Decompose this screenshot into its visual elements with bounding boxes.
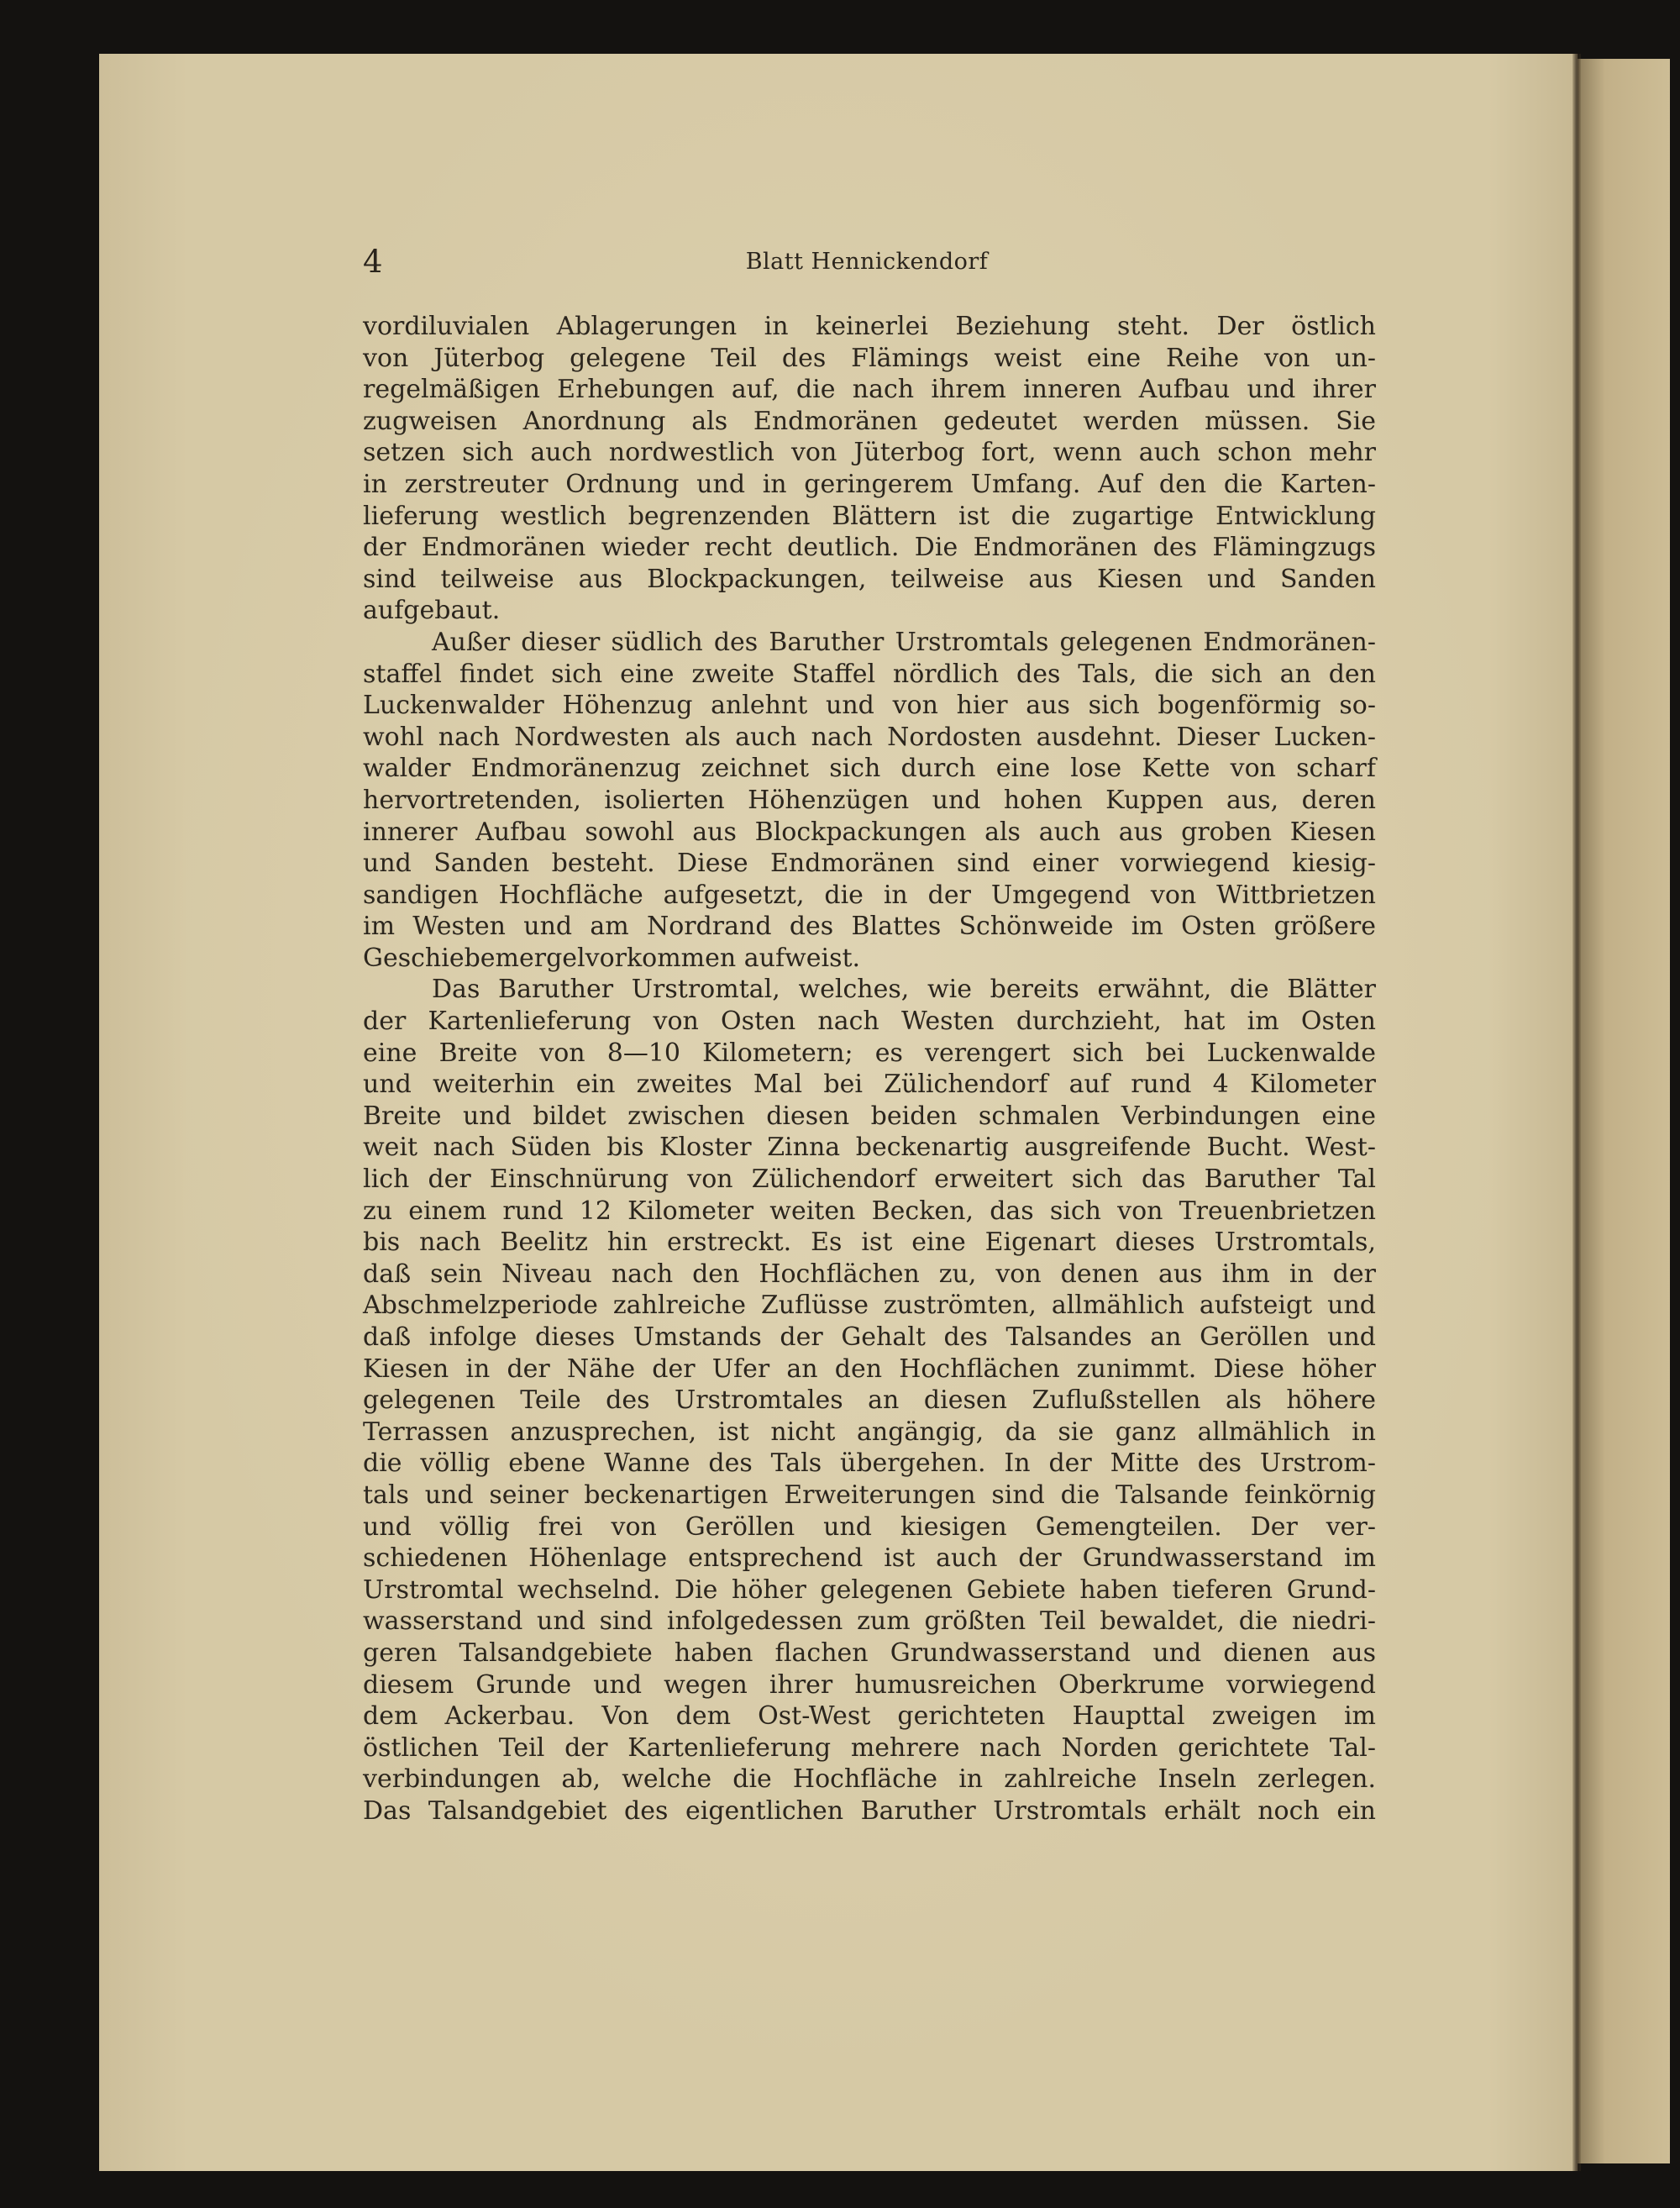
text-line: die völlig ebene Wanne des Tals übergehen. In der Mitte des Urstrom-	[363, 1448, 1376, 1479]
text-line: zu einem rund 12 Kilometer weiten Becken, das sich von Treuenbrietzen	[363, 1196, 1376, 1226]
text-line: geren Talsandgebiete haben flachen Grundwasserstand und dienen aus	[363, 1638, 1376, 1668]
paragraph	[363, 311, 1376, 627]
paragraph	[363, 974, 1376, 1827]
text-line: Urstromtal wechselnd. Die höher gelegenen Gebiete haben tieferen Grund-	[363, 1575, 1376, 1605]
text-line: eine Breite von 8—10 Kilometern; es verengert sich bei Luckenwalde	[363, 1038, 1376, 1068]
text-line: zugweisen Anordnung als Endmoränen gedeutet werden müssen. Sie	[363, 406, 1376, 436]
text-line: tals und seiner beckenartigen Erweiterungen sind die Talsande feinkörnig	[363, 1480, 1376, 1510]
text-line: diesem Grunde und wegen ihrer humusreichen Oberkrume vorwiegend	[363, 1669, 1376, 1700]
text-line: Das Baruther Urstromtal, welches, wie bereits erwähnt, die Blätter	[432, 975, 1376, 1005]
text-line: Außer dieser südlich des Baruther Urstromtals gelegenen Endmoränen-	[432, 627, 1376, 657]
text-line: wohl nach Nordwesten als auch nach Nordosten ausdehnt. Dieser Lucken-	[363, 722, 1376, 752]
text-line: der Kartenlieferung von Osten nach Westen durchzieht, hat im Osten	[363, 1007, 1376, 1037]
running-title: Blatt Hennickendorf	[745, 249, 989, 275]
text-line: walder Endmoränenzug zeichnet sich durch eine lose Kette von scharf	[363, 754, 1376, 784]
paragraph	[363, 627, 1376, 975]
text-line: und weiterhin ein zweites Mal bei Zülichendorf auf rund 4 Kilometer	[363, 1070, 1376, 1100]
text-line: lieferung westlich begrenzenden Blättern ist die zugartige Entwicklung	[363, 501, 1376, 531]
text-line: lich der Einschnürung von Zülichendorf erweitert sich das Baruther Tal	[363, 1164, 1376, 1195]
text-line: schiedenen Höhenlage entsprechend ist auch der Grundwasserstand im	[363, 1543, 1376, 1574]
text-line: aufgebaut.	[363, 596, 501, 626]
text-line: im Westen und am Nordrand des Blattes Schönweide im Osten größere	[363, 912, 1376, 942]
text-line: hervortretenden, isolierten Höhenzügen und hohen Kuppen aus, deren	[363, 785, 1376, 815]
text-line: von Jüterbog gelegene Teil des Flämings weist eine Reihe von un-	[363, 343, 1376, 373]
text-line: östlichen Teil der Kartenlieferung mehrere nach Norden gerichtete Tal-	[363, 1732, 1376, 1763]
text-line: Das Talsandgebiet des eigentlichen Baruther Urstromtals erhält noch ein	[363, 1795, 1376, 1826]
text-line: verbindungen ab, welche die Hochfläche in zahlreiche Inseln zerlegen.	[363, 1764, 1376, 1795]
text-line: Geschiebemergelvorkommen aufweist.	[363, 943, 861, 973]
text-line: bis nach Beelitz hin erstreckt. Es ist eine Eigenart dieses Urstromtals,	[363, 1228, 1376, 1258]
text-line: dem Ackerbau. Von dem Ost-West gerichteten Haupttal zweigen im	[363, 1701, 1376, 1732]
text-line: Luckenwalder Höhenzug anlehnt und von hier aus sich bogenförmig so-	[363, 691, 1376, 721]
text-line: regelmäßigen Erhebungen auf, die nach ihrem inneren Aufbau und ihrer	[363, 375, 1376, 405]
body-text	[363, 311, 1376, 1827]
text-line: Kiesen in der Nähe der Ufer an den Hochflächen zunimmt. Diese höher	[363, 1354, 1376, 1384]
text-line: sandigen Hochfläche aufgesetzt, die in der Umgegend von Wittbrietzen	[363, 880, 1376, 910]
text-line: Breite und bildet zwischen diesen beiden schmalen Verbindungen eine	[363, 1101, 1376, 1131]
page-fold-shadow	[1572, 54, 1581, 2171]
text-line: daß sein Niveau nach den Hochflächen zu, von denen aus ihm in der	[363, 1259, 1376, 1289]
page-header	[363, 244, 1371, 286]
text-line: in zerstreuter Ordnung und in geringerem Umfang. Auf den die Karten-	[363, 469, 1376, 499]
text-line: sind teilweise aus Blockpackungen, teilweise aus Kiesen und Sanden	[363, 564, 1376, 594]
text-line: setzen sich auch nordwestlich von Jüterbog fort, wenn auch schon mehr	[363, 438, 1376, 468]
text-line: Abschmelzperiode zahlreiche Zuflüsse zuströmten, allmählich aufsteigt und	[363, 1291, 1376, 1321]
text-line: weit nach Süden bis Kloster Zinna beckenartig ausgreifende Bucht. West-	[363, 1133, 1376, 1163]
text-line: wasserstand und sind infolgedessen zum größten Teil bewaldet, die niedri-	[363, 1606, 1376, 1637]
text-line: innerer Aufbau sowohl aus Blockpackungen als auch aus groben Kiesen	[363, 817, 1376, 847]
page-number: 4	[363, 244, 383, 280]
adjacent-page-edge	[1578, 59, 1670, 2163]
text-line: Terrassen anzusprechen, ist nicht angängig, da sie ganz allmählich in	[363, 1417, 1376, 1447]
text-line: vordiluvialen Ablagerungen in keinerlei Beziehung steht. Der östlich	[363, 312, 1376, 341]
text-line: daß infolge dieses Umstands der Gehalt des Talsandes an Geröllen und	[363, 1322, 1376, 1352]
text-line: und Sanden besteht. Diese Endmoränen sind einer vorwiegend kiesig-	[363, 849, 1376, 879]
text-line: und völlig frei von Geröllen und kiesigen Gemengteilen. Der ver-	[363, 1511, 1376, 1542]
text-line: staffel findet sich eine zweite Staffel nördlich des Tals, die sich an den	[363, 659, 1376, 689]
text-line: gelegenen Teile des Urstromtales an diesen Zuflußstellen als höhere	[363, 1385, 1376, 1416]
text-line: der Endmoränen wieder recht deutlich. Die Endmoränen des Flämingzugs	[363, 533, 1376, 563]
